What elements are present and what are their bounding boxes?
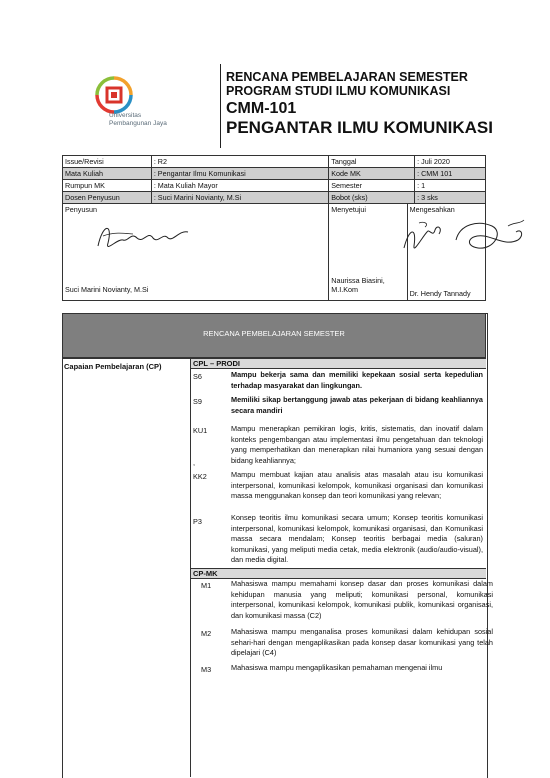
logo-text-line2: Pembangunan Jaya bbox=[109, 120, 167, 127]
cpl-code: KK2 bbox=[193, 472, 207, 481]
menyetujui-name: Naurissa Biasini, M.I.Kom bbox=[331, 276, 385, 294]
tanggal-label: Tanggal bbox=[329, 156, 415, 168]
rps-title: RENCANA PEMBELAJARAN SEMESTER bbox=[203, 329, 345, 338]
table-row bbox=[63, 192, 486, 204]
bullet-dot: , bbox=[193, 458, 196, 467]
header-divider bbox=[220, 64, 221, 148]
rumpun-label: Rumpun MK bbox=[63, 180, 152, 192]
bobot-label: Bobot (sks) bbox=[329, 192, 415, 204]
mk-label: Mata Kuliah bbox=[63, 168, 152, 180]
menyetujui-label: Menyetujui bbox=[331, 205, 367, 214]
program-title: PROGRAM STUDI ILMU KOMUNIKASI bbox=[226, 84, 451, 98]
cpl-text: Mampu menerapkan pemikiran logis, kritis, sistematis, dan inovatif dalam konteks pengembangan atau implementasi ilmu pengetahuan dan teknologi yang memperhatikan dan menerapkan nilai humaniora yang sesuai dengan bidang keahliannya; bbox=[231, 424, 483, 465]
cpmk-text: Mahasiswa mampu menganalisa proses komunikasi dalam kehidupan sosial sehari-hari dengan mengaplikasikan pada konsep dasar komunikasi yang telah dipelajari (C4) bbox=[231, 627, 493, 657]
logo-text-line1: Universitas bbox=[109, 112, 142, 119]
cpmk-text: Mahasiswa mampu memahami konsep dasar dan proses komunikasi dalam kehidupan manusia yang meliputi; komunikasi personal, komunikasi interpersonal, komunikasi kelompok, komunikasi publik, komunikasi organisasi, dan komunikasi massa (C2) bbox=[231, 579, 493, 620]
kode-label: Kode MK bbox=[329, 168, 415, 180]
table-row bbox=[63, 168, 486, 180]
issue-label: Issue/Revisi bbox=[63, 156, 152, 168]
dosen-value: : Suci Marini Novianty, M.Si bbox=[151, 192, 328, 204]
cpmk-header-bg bbox=[191, 569, 486, 578]
tanggal-value: : Juli 2020 bbox=[415, 156, 486, 168]
semester-value: : 1 bbox=[415, 180, 486, 192]
university-logo bbox=[94, 75, 134, 115]
course-name: PENGANTAR ILMU KOMUNIKASI bbox=[226, 118, 493, 137]
menyetujui-cell bbox=[329, 204, 407, 300]
semester-label: Semester bbox=[329, 180, 415, 192]
mengesahkan-name: Dr. Hendy Tannady bbox=[409, 289, 471, 298]
mk-value: : Pengantar Ilmu Komunikasi bbox=[151, 168, 328, 180]
cpl-code: KU1 bbox=[193, 426, 208, 435]
cpl-text: Mampu bekerja sama dan memiliki kepekaan sosial serta kepedulian terhadap masyarakat dan lingkungan. bbox=[231, 370, 483, 390]
approval-cell bbox=[329, 204, 486, 301]
cpmk-code: M1 bbox=[201, 581, 212, 590]
mengesahkan-signature bbox=[448, 216, 528, 260]
cpmk-label: CP-MK bbox=[193, 569, 218, 578]
table-row bbox=[63, 180, 486, 192]
cp-label: Capaian Pembelajaran (CP) bbox=[64, 362, 162, 371]
cpl-text: Konsep teoritis ilmu komunikasi secara umum; Konsep teoritis komunikasi interpersonal, komunikasi kelompok, komunikasi organisasi, dan Komunikasi massa secara mendalam; Konsep teoritis berbagai media (saluran) komunikasi, yang meliputi media cetak, media elektronik (audio/audio-visual), dan media digital. bbox=[231, 513, 483, 564]
cpl-code: S6 bbox=[193, 372, 202, 381]
course-code: CMM-101 bbox=[226, 100, 297, 117]
mengesahkan-cell bbox=[408, 204, 485, 300]
penyusun-signature bbox=[93, 218, 193, 258]
divider bbox=[191, 368, 486, 369]
cpl-text: Mampu membuat kajian atau analisis atas masalah atau isu komunikasi interpersonal, komunikasi kelompok, komunikasi organisasi dan komunikasi massa menggunakan konsep dan teori komunikasi yang relevan; bbox=[231, 470, 483, 500]
penyusun-label: Penyusun bbox=[65, 205, 97, 214]
document-title: RENCANA PEMBELAJARAN SEMESTER bbox=[226, 70, 468, 84]
rumpun-value: : Mata Kuliah Mayor bbox=[151, 180, 328, 192]
penyusun-name: Suci Marini Novianty, M.Si bbox=[65, 285, 149, 294]
cpmk-code: M3 bbox=[201, 665, 212, 674]
cpl-code: S9 bbox=[193, 397, 202, 406]
signature-row bbox=[63, 204, 486, 301]
table-row bbox=[63, 156, 486, 168]
cpl-prodi-label: CPL – PRODI bbox=[193, 359, 240, 368]
bobot-value: : 3 sks bbox=[415, 192, 486, 204]
mengesahkan-label: Mengesahkan bbox=[409, 205, 455, 214]
cpmk-text: Mahasiswa mampu mengaplikasikan pemahaman mengenai ilmu bbox=[231, 663, 443, 672]
penyusun-cell bbox=[63, 204, 329, 301]
cpl-text: Memiliki sikap bertanggung jawab atas pekerjaan di bidang keahliannya secara mandiri bbox=[231, 395, 483, 415]
issue-value: : R2 bbox=[151, 156, 328, 168]
course-info-table bbox=[62, 155, 486, 301]
cpmk-code: M2 bbox=[201, 629, 212, 638]
kode-value: : CMM 101 bbox=[415, 168, 486, 180]
cpl-code: P3 bbox=[193, 517, 202, 526]
dosen-label: Dosen Penyusun bbox=[63, 192, 152, 204]
